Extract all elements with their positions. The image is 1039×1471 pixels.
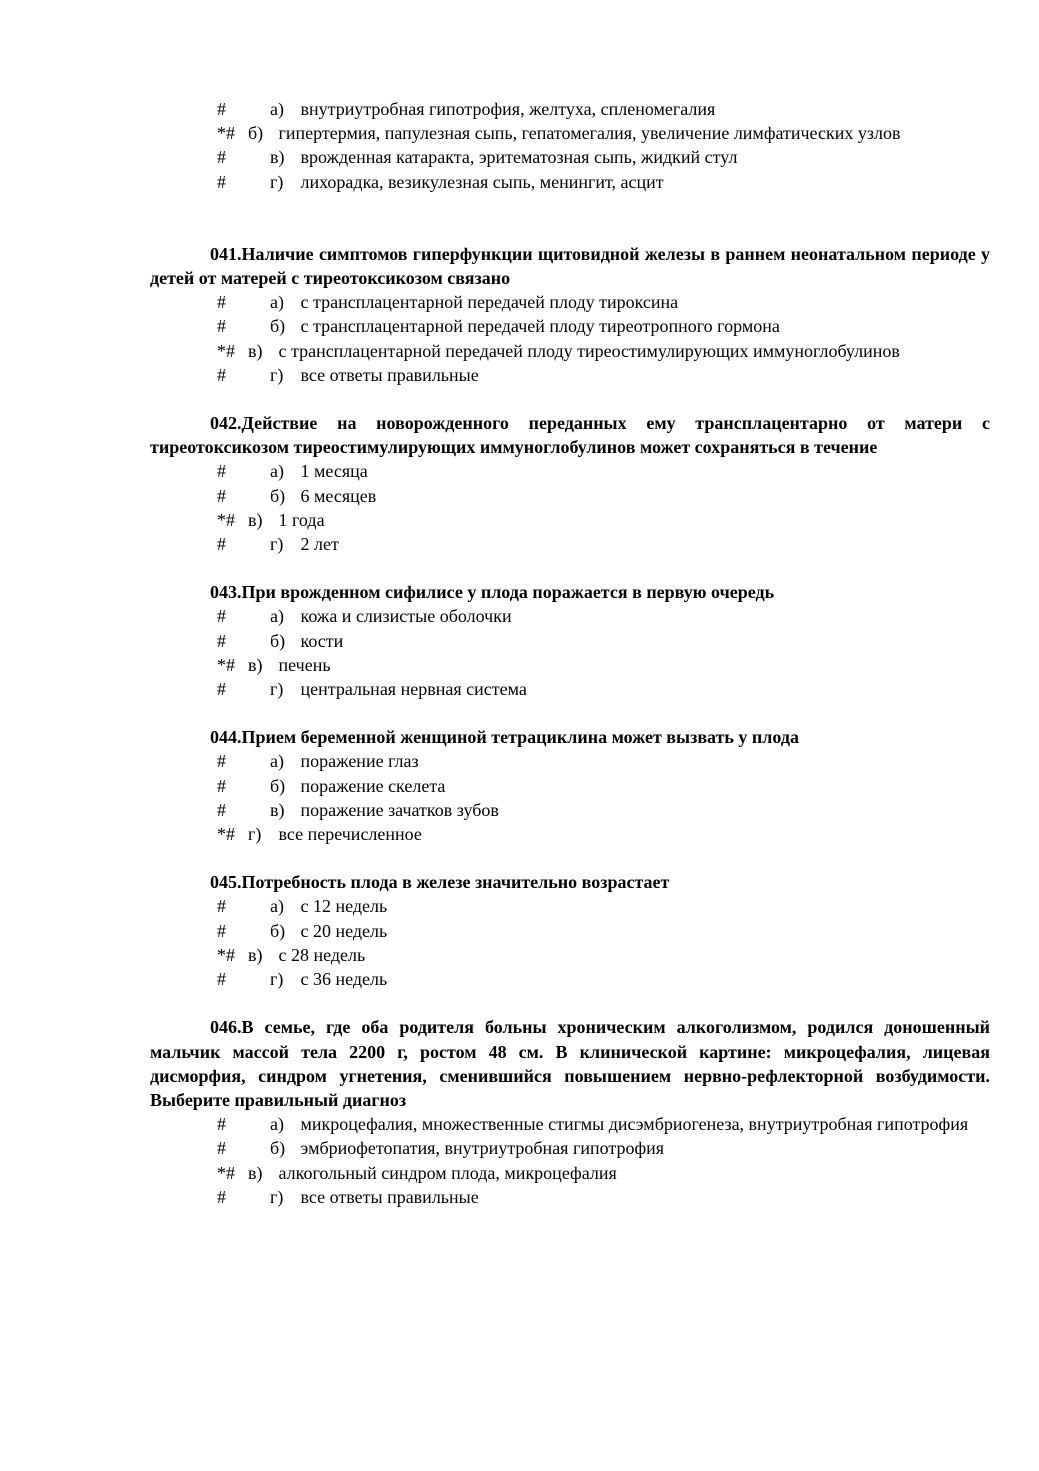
question-042 bbox=[150, 411, 990, 556]
correct-answer-marker: *# bbox=[217, 824, 235, 845]
answer-marker: # bbox=[217, 534, 226, 555]
question-body: Действие на новорожденного переданных ему трансплацентарно от матери с тиреотоксикозом тиреостимулирующих иммуноглобулинов может сохраняться в течение bbox=[150, 413, 990, 458]
answer-option bbox=[150, 1185, 990, 1209]
option-letter: б) bbox=[270, 485, 286, 506]
test-questions bbox=[150, 97, 990, 1233]
option-letter: а) bbox=[270, 751, 284, 772]
option-letter: в) bbox=[270, 147, 285, 168]
option-text: гипертермия, папулезная сыпь, гепатомегалия, увеличение лимфатических узлов bbox=[278, 123, 901, 144]
option-letter: а) bbox=[270, 606, 284, 627]
answer-marker: # bbox=[217, 920, 226, 941]
option-letter: в) bbox=[248, 654, 263, 675]
option-letter: в) bbox=[248, 340, 263, 361]
question-body: Прием беременной женщиной тетрациклина может вызвать у плода bbox=[241, 727, 799, 748]
option-letter: а) bbox=[270, 896, 284, 917]
previous-question-tail bbox=[150, 97, 990, 194]
answer-marker: # bbox=[217, 99, 226, 119]
answer-option bbox=[150, 121, 990, 145]
answer-marker: # bbox=[217, 896, 226, 917]
option-text: микроцефалия, множественные стигмы дисэмбриогенеза, внутриутробная гипотрофия bbox=[300, 1114, 969, 1135]
option-letter: б) bbox=[270, 316, 286, 337]
option-text: алкогольный синдром плода, микроцефалия bbox=[278, 1162, 617, 1183]
option-letter: б) bbox=[270, 1138, 286, 1159]
answer-option bbox=[150, 1112, 990, 1136]
question-number: 045. bbox=[210, 872, 242, 893]
answer-option bbox=[150, 170, 990, 194]
question-number: 043. bbox=[210, 582, 242, 603]
answer-option bbox=[150, 629, 990, 653]
question-body: В семье, где оба родителя больны хроническим алкоголизмом, родился доношенный мальчик массой тела 2200 г, ростом 48 см. В клинической картине: микроцефалия, лицевая дисморфия, синдром угнетения, сменившийся повышением нервно-рефлекторной возбудимости. Выберите правильный диагноз bbox=[150, 1017, 990, 1110]
answer-option bbox=[150, 1161, 990, 1185]
question-text bbox=[150, 242, 990, 290]
option-text: 1 года bbox=[278, 509, 325, 530]
answer-marker: # bbox=[217, 1186, 226, 1207]
answer-option bbox=[150, 145, 990, 169]
answer-option bbox=[150, 314, 990, 338]
option-letter: а) bbox=[270, 461, 284, 482]
option-text: поражение скелета bbox=[300, 775, 446, 796]
answer-option bbox=[150, 604, 990, 628]
answer-option bbox=[150, 943, 990, 967]
option-text: с 28 недель bbox=[278, 944, 366, 965]
question-text bbox=[150, 725, 990, 749]
answer-option bbox=[150, 967, 990, 991]
answer-marker: # bbox=[217, 485, 226, 506]
correct-answer-marker: *# bbox=[217, 1162, 235, 1183]
answer-marker: # bbox=[217, 751, 226, 772]
question-text bbox=[150, 1015, 990, 1112]
answer-marker: # bbox=[217, 292, 226, 313]
answer-option bbox=[150, 97, 990, 121]
answer-option bbox=[150, 774, 990, 798]
answer-marker: # bbox=[217, 147, 226, 168]
answer-option bbox=[150, 459, 990, 483]
option-text: все ответы правильные bbox=[300, 364, 479, 385]
option-text: кожа и слизистые оболочки bbox=[300, 606, 512, 627]
correct-answer-marker: *# bbox=[217, 123, 235, 144]
option-text: с трансплацентарной передачей плоду тиреостимулирующих иммуноглобулинов bbox=[278, 340, 900, 361]
correct-answer-marker: *# bbox=[217, 654, 235, 675]
option-letter: г) bbox=[270, 969, 284, 990]
correct-answer-marker: *# bbox=[217, 340, 235, 361]
answer-marker: # bbox=[217, 171, 226, 192]
option-text: эмбриофетопатия, внутриутробная гипотрофия bbox=[300, 1138, 665, 1159]
answer-option bbox=[150, 1136, 990, 1160]
question-number: 041. bbox=[210, 243, 242, 264]
option-text: поражение зачатков зубов bbox=[300, 799, 499, 820]
option-text: центральная нервная система bbox=[300, 679, 527, 700]
option-text: кости bbox=[300, 630, 344, 651]
answer-marker: # bbox=[217, 364, 226, 385]
answer-option bbox=[150, 484, 990, 508]
option-text: поражение глаз bbox=[300, 751, 419, 772]
answer-option bbox=[150, 919, 990, 943]
answer-option bbox=[150, 508, 990, 532]
question-text bbox=[150, 580, 990, 604]
answer-option bbox=[150, 677, 990, 701]
option-letter: г) bbox=[270, 171, 284, 192]
answer-marker: # bbox=[217, 316, 226, 337]
option-text: печень bbox=[278, 654, 331, 675]
question-body: Потребность плода в железе значительно возрастает bbox=[241, 872, 670, 893]
option-letter: г) bbox=[248, 824, 262, 845]
option-text: врожденная катаракта, эритематозная сыпь, жидкий стул bbox=[300, 147, 738, 168]
option-letter: б) bbox=[248, 123, 264, 144]
answer-option bbox=[150, 749, 990, 773]
answer-option bbox=[150, 798, 990, 822]
option-text: лихорадка, везикулезная сыпь, менингит, асцит bbox=[300, 171, 664, 192]
question-045 bbox=[150, 870, 990, 991]
option-letter: б) bbox=[270, 920, 286, 941]
question-text bbox=[150, 411, 990, 459]
question-number: 046. bbox=[210, 1017, 242, 1038]
question-number: 042. bbox=[210, 413, 242, 434]
option-letter: г) bbox=[270, 679, 284, 700]
question-041 bbox=[150, 242, 990, 387]
option-text: все перечисленное bbox=[278, 824, 422, 845]
answer-option bbox=[150, 339, 990, 363]
question-043 bbox=[150, 580, 990, 701]
option-text: все ответы правильные bbox=[300, 1186, 479, 1207]
option-text: с 36 недель bbox=[300, 969, 388, 990]
option-text: с 12 недель bbox=[300, 896, 388, 917]
answer-marker: # bbox=[217, 630, 226, 651]
question-044 bbox=[150, 725, 990, 846]
option-text: с 20 недель bbox=[300, 920, 388, 941]
answer-option bbox=[150, 894, 990, 918]
answer-option bbox=[150, 290, 990, 314]
question-body: Наличие симптомов гиперфункции щитовидной железы в раннем неонатальном периоде у детей от матерей с тиреотоксикозом связано bbox=[150, 243, 990, 289]
question-body: При врожденном сифилисе у плода поражается в первую очередь bbox=[241, 582, 775, 603]
answer-marker: # bbox=[217, 679, 226, 700]
question-046 bbox=[150, 1015, 990, 1209]
answer-option bbox=[150, 532, 990, 556]
option-letter: в) bbox=[248, 509, 263, 530]
option-letter: г) bbox=[270, 1186, 284, 1207]
option-letter: в) bbox=[248, 944, 263, 965]
answer-marker: # bbox=[217, 1138, 226, 1159]
option-letter: а) bbox=[270, 99, 284, 119]
option-letter: а) bbox=[270, 1114, 284, 1135]
option-text: с трансплацентарной передачей плоду тиреотропного гормона bbox=[300, 316, 780, 337]
answer-option bbox=[150, 822, 990, 846]
answer-marker: # bbox=[217, 799, 226, 820]
option-text: 6 месяцев bbox=[300, 485, 377, 506]
option-letter: а) bbox=[270, 292, 284, 313]
option-letter: г) bbox=[270, 534, 284, 555]
correct-answer-marker: *# bbox=[217, 509, 235, 530]
answer-option bbox=[150, 363, 990, 387]
option-letter: г) bbox=[270, 364, 284, 385]
answer-marker: # bbox=[217, 461, 226, 482]
option-text: с трансплацентарной передачей плоду тироксина bbox=[300, 292, 679, 313]
answer-marker: # bbox=[217, 606, 226, 627]
option-letter: б) bbox=[270, 775, 286, 796]
option-letter: в) bbox=[270, 799, 285, 820]
option-letter: в) bbox=[248, 1162, 263, 1183]
option-text: 1 месяца bbox=[300, 461, 368, 482]
correct-answer-marker: *# bbox=[217, 944, 235, 965]
answer-marker: # bbox=[217, 969, 226, 990]
option-letter: б) bbox=[270, 630, 286, 651]
question-text bbox=[150, 870, 990, 894]
option-text: 2 лет bbox=[300, 534, 339, 555]
option-text: внутриутробная гипотрофия, желтуха, спленомегалия bbox=[300, 99, 716, 119]
question-number: 044. bbox=[210, 727, 242, 748]
answer-option bbox=[150, 653, 990, 677]
answer-marker: # bbox=[217, 775, 226, 796]
answer-marker: # bbox=[217, 1114, 226, 1135]
